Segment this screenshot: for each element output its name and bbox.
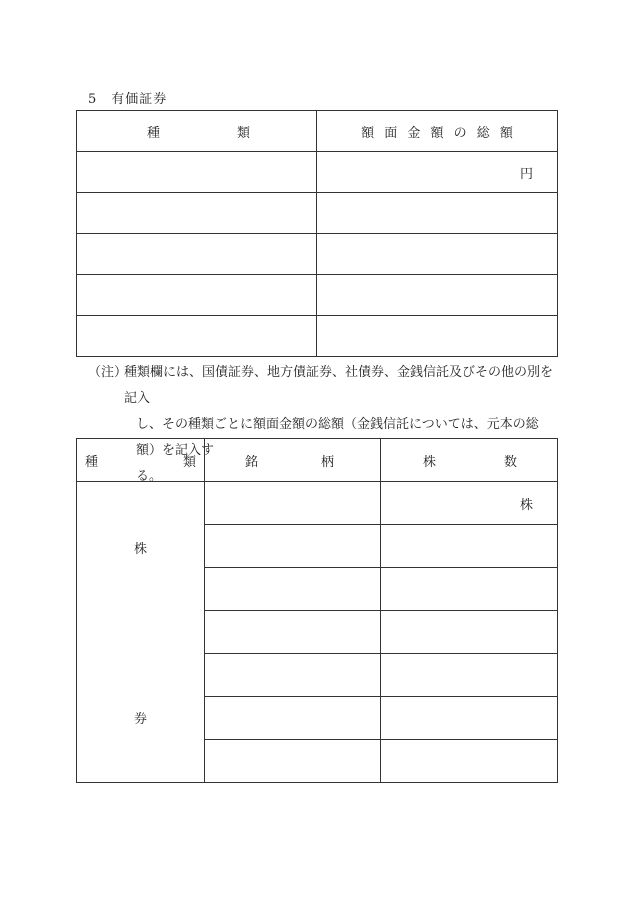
shares-cell[interactable] (381, 525, 558, 568)
table-row (77, 316, 558, 357)
kind-cell[interactable] (77, 152, 317, 193)
brand-cell[interactable] (205, 482, 381, 525)
note-line-3: る。 (136, 469, 163, 484)
shares-cell[interactable] (381, 654, 558, 697)
header-kind (77, 111, 317, 152)
kind-cell[interactable] (77, 234, 317, 275)
shares-cell[interactable] (381, 740, 558, 783)
table-row (77, 482, 558, 525)
brand-cell[interactable] (205, 611, 381, 654)
shares-cell[interactable] (381, 611, 558, 654)
header-brand-char-2: 柄 (320, 454, 334, 470)
header-kind-char-1: 種 (147, 125, 161, 141)
note-line-2: し、その種類ごとに額面金額の総額（金銭信託については、元本の総額）を記入す (136, 417, 539, 458)
table-row (77, 193, 558, 234)
header-kind-char-2: 類 (182, 454, 196, 470)
amount-cell[interactable] (317, 234, 558, 275)
section-title (88, 88, 167, 107)
yen-unit: 円 (519, 166, 533, 182)
kind-merged-cell (77, 482, 205, 783)
kind-cell[interactable] (77, 316, 317, 357)
brand-cell[interactable] (205, 654, 381, 697)
header-kind (77, 439, 205, 482)
header-shares-char-1: 株 (423, 454, 437, 470)
header-face-value-total (317, 111, 558, 152)
securities-total-table (76, 110, 558, 357)
table-header-row (77, 111, 558, 152)
header-brand-char-1: 銘 (245, 454, 259, 470)
header-shares-char-2: 数 (503, 454, 517, 470)
amount-cell[interactable] (317, 275, 558, 316)
header-kind-char-1: 種 (85, 454, 99, 470)
brand-cell[interactable] (205, 740, 381, 783)
amount-cell[interactable] (317, 152, 558, 193)
shares-cell[interactable] (381, 482, 558, 525)
table-row (77, 152, 558, 193)
shares-unit: 株 (519, 497, 533, 513)
kind-char-2: 券 (133, 712, 147, 727)
note-mark: （注） (88, 365, 128, 380)
amount-cell[interactable] (317, 316, 558, 357)
kind-cell[interactable] (77, 275, 317, 316)
table-row (77, 275, 558, 316)
table-row (77, 234, 558, 275)
section-name: 有価証券 (111, 92, 168, 107)
header-face-value-total-label: 額 面 金 額 の 総 額 (361, 125, 513, 141)
note-line-1: 種類欄には、国債証券、地方債証券、社債券、金銭信託及びその他の別を記入 (124, 365, 554, 406)
header-brand (205, 439, 381, 482)
header-kind-char-2: 類 (236, 125, 250, 141)
shares-cell[interactable] (381, 697, 558, 740)
table-header-row (77, 439, 558, 482)
brand-cell[interactable] (205, 697, 381, 740)
stock-table (76, 438, 558, 783)
header-shares (381, 439, 558, 482)
shares-cell[interactable] (381, 568, 558, 611)
kind-char-1: 株 (133, 542, 147, 557)
brand-cell[interactable] (205, 568, 381, 611)
brand-cell[interactable] (205, 525, 381, 568)
section-number: 5 (88, 92, 98, 107)
kind-cell[interactable] (77, 193, 317, 234)
amount-cell[interactable] (317, 193, 558, 234)
